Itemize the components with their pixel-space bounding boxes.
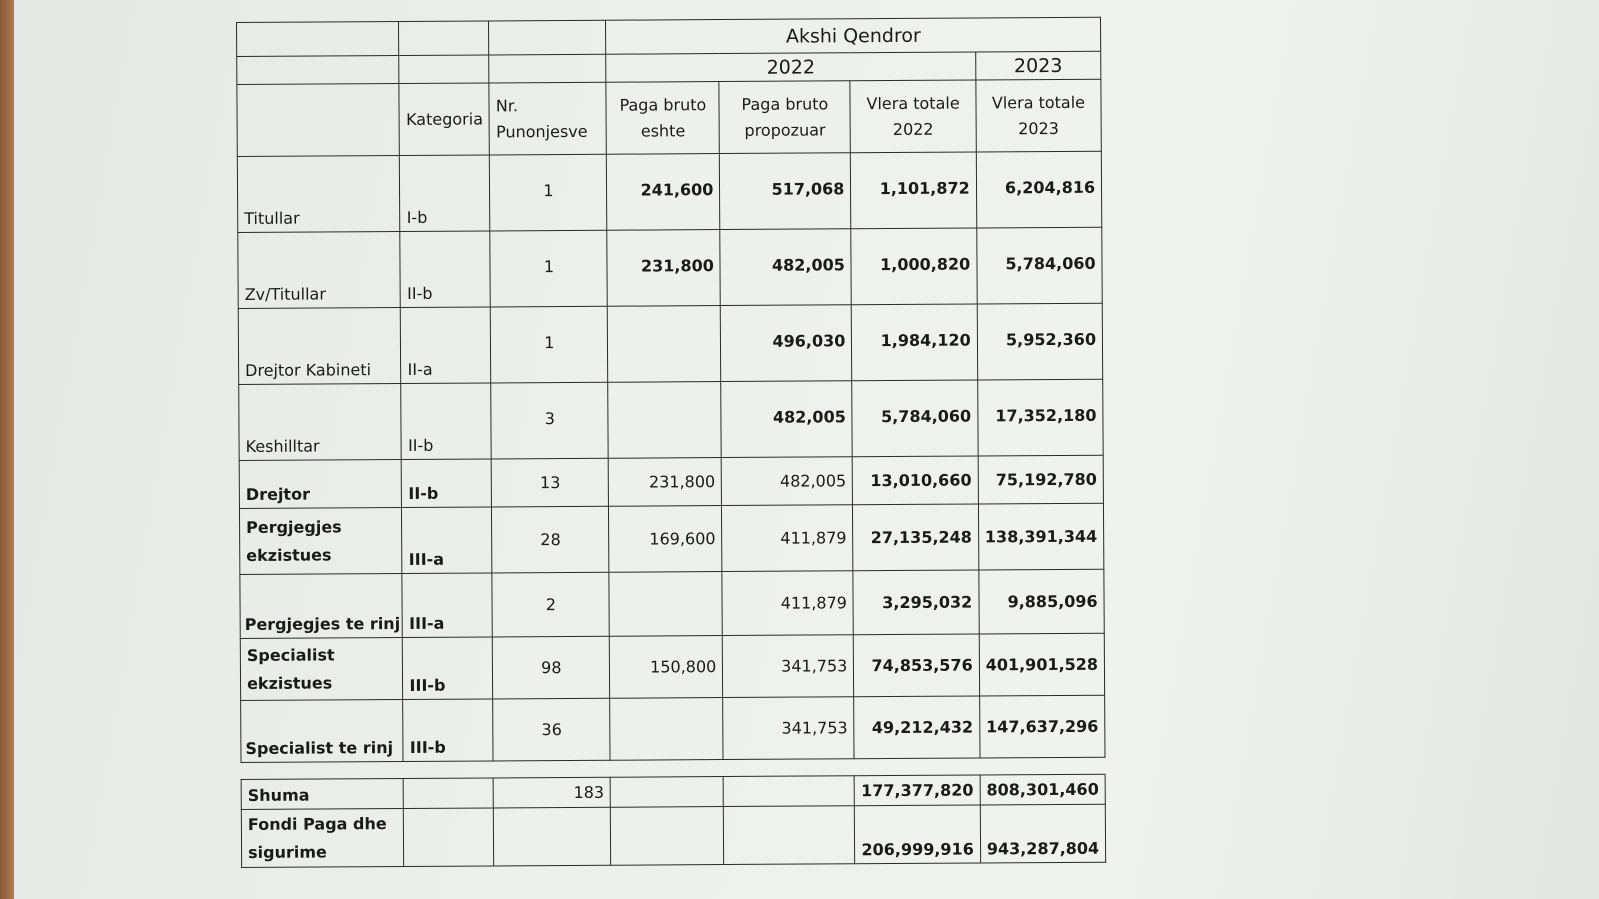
table-row	[237, 151, 1102, 232]
employee-count-cell: 1	[490, 230, 607, 307]
table-row	[239, 379, 1104, 460]
gross-pay-current-cell	[610, 698, 723, 761]
table-row	[240, 569, 1104, 638]
employee-count-cell: 1	[491, 306, 608, 383]
gross-pay-current-cell: 150,800	[610, 636, 723, 699]
gross-pay-proposed-cell: 482,005	[720, 229, 851, 306]
header-paga-bruto-propozuar: Paga bruto propozuar	[719, 81, 850, 154]
total-2023-cell: 401,901,528	[979, 633, 1105, 696]
shuma-total-2023: 808,301,460	[980, 774, 1106, 805]
total-2023-cell: 138,391,344	[978, 503, 1104, 570]
total-2023-cell: 17,352,180	[977, 379, 1103, 456]
employee-count-cell: 13	[492, 458, 609, 507]
position-cell: Pergjegjes ekzistues	[239, 507, 402, 574]
header-kategoria: Kategoria	[399, 83, 489, 156]
employee-count-cell: 2	[492, 572, 609, 637]
total-2022-cell: 5,784,060	[852, 380, 978, 457]
table-row	[238, 227, 1103, 308]
employee-count-cell: 3	[491, 382, 608, 459]
position-cell: Specialist ekzistues	[240, 637, 403, 700]
category-cell: III-b	[403, 637, 493, 700]
position-cell: Drejtor Kabineti	[238, 307, 401, 384]
total-2023-cell: 147,637,296	[979, 695, 1105, 758]
gross-pay-proposed-cell: 517,068	[720, 153, 851, 230]
position-cell: Keshilltar	[239, 383, 402, 460]
total-2022-cell: 1,000,820	[851, 228, 977, 305]
total-2022-cell: 74,853,576	[854, 634, 980, 697]
total-2022-cell: 1,984,120	[852, 304, 978, 381]
totals-row-fondi	[241, 804, 1105, 867]
total-2023-cell: 9,885,096	[979, 569, 1105, 634]
shuma-label: Shuma	[241, 778, 404, 809]
category-cell: II-a	[401, 307, 491, 384]
gross-pay-proposed-cell: 411,879	[722, 505, 853, 572]
category-cell: II-b	[401, 383, 491, 460]
gross-pay-current-cell	[608, 382, 721, 459]
gross-pay-proposed-cell: 496,030	[721, 305, 852, 382]
total-2023-cell: 5,784,060	[977, 227, 1103, 304]
fondi-total-2023: 943,287,804	[980, 804, 1106, 863]
header-paga-bruto-eshte: Paga bruto eshte	[606, 82, 719, 155]
shuma-employee-count: 183	[493, 777, 610, 808]
year-2022-label: 2022	[606, 52, 976, 82]
total-2023-cell: 75,192,780	[978, 455, 1104, 504]
category-cell: III-b	[403, 699, 493, 762]
fondi-total-2022: 206,999,916	[855, 805, 981, 864]
position-cell: Pergjegjes te rinj	[240, 573, 403, 638]
year-2023-label: 2023	[975, 51, 1101, 80]
gross-pay-current-cell: 169,600	[609, 506, 722, 573]
total-2022-cell: 13,010,660	[853, 456, 979, 505]
gross-pay-proposed-cell: 482,005	[721, 381, 852, 458]
table-row	[239, 503, 1103, 574]
employee-count-cell: 36	[493, 698, 610, 761]
gross-pay-current-cell: 231,800	[607, 230, 720, 307]
gross-pay-current-cell	[609, 572, 722, 637]
gross-pay-proposed-cell: 411,879	[722, 571, 853, 636]
position-cell: Drejtor	[239, 459, 402, 508]
category-cell: III-a	[402, 507, 492, 574]
category-cell: II-b	[400, 231, 490, 308]
position-cell: Titullar	[237, 156, 400, 233]
total-2022-cell: 1,101,872	[851, 152, 977, 229]
gross-pay-proposed-cell: 341,753	[723, 635, 854, 698]
gross-pay-proposed-cell: 341,753	[723, 697, 854, 760]
gross-pay-current-cell	[608, 306, 721, 383]
employee-count-cell: 28	[492, 506, 609, 573]
gross-pay-current-cell: 241,600	[607, 154, 720, 231]
header-row-columns	[237, 79, 1102, 156]
salary-table-wrapper	[236, 17, 1106, 868]
header-pozicioni	[237, 84, 400, 157]
position-cell: Specialist te rinj	[241, 699, 404, 762]
gross-pay-proposed-cell: 482,005	[722, 457, 853, 506]
header-vlera-totale-2022: Vlera totale 2022	[850, 80, 976, 153]
header-vlera-totale-2023: Vlera totale 2023	[976, 79, 1102, 152]
table-row	[238, 303, 1103, 384]
category-cell: II-b	[402, 459, 492, 508]
group-title: Akshi Qendror	[606, 17, 1101, 54]
table-row	[241, 695, 1105, 762]
category-cell: I-b	[400, 155, 490, 232]
gross-pay-current-cell: 231,800	[609, 458, 722, 507]
employee-count-cell: 98	[493, 636, 610, 699]
desk-edge	[0, 0, 14, 899]
category-cell: III-a	[402, 573, 492, 638]
fondi-label: Fondi Paga dhe sigurime	[241, 808, 404, 867]
total-2023-cell: 5,952,360	[977, 303, 1103, 380]
total-2022-cell: 49,212,432	[854, 696, 980, 759]
table-row	[239, 455, 1103, 508]
employee-count-cell: 1	[490, 154, 607, 231]
shuma-total-2022: 177,377,820	[854, 775, 980, 806]
total-2022-cell: 27,135,248	[853, 504, 979, 571]
total-2023-cell: 6,204,816	[976, 151, 1102, 228]
salary-table	[236, 17, 1106, 868]
table-row	[240, 633, 1104, 700]
header-nr-punonjesve: Nr. Punonjesve	[489, 82, 606, 155]
position-cell: Zv/Titullar	[238, 232, 401, 309]
header-row-group	[237, 17, 1101, 56]
total-2022-cell: 3,295,032	[853, 570, 979, 635]
